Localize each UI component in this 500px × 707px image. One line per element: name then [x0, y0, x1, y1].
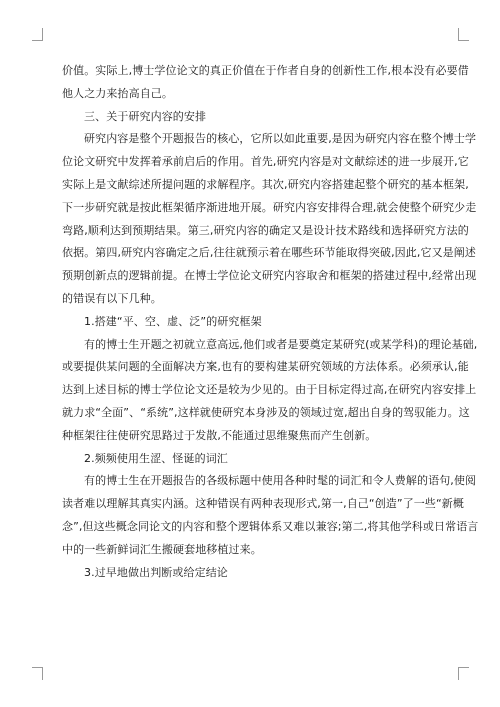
- text-line: 或要提供某问题的全面解决方案,也有的要构建某研究领域的方法体系。必须承认,能: [62, 360, 469, 374]
- text-line: 就力求“全面”、“系统”,这样就使研究本身涉及的领域过宽,超出自身的驾驭能力。这: [62, 405, 470, 419]
- paragraph-vocabulary: [62, 470, 479, 561]
- text-line: 种框架往往使研究思路过于发散,不能通过思维聚焦而产生创新。: [62, 428, 377, 442]
- crop-mark-bottom-right: [458, 667, 469, 680]
- text-line: 读者难以理解其真实内涵。这种错误有两种表现形式,第一,自己“创造”了一些“新概: [62, 497, 464, 511]
- text-line: 预期创新点的逻辑前提。在博士学位论文研究内容取舍和框架的搭建过程中,经常出现: [62, 269, 477, 283]
- text-line: 研究内容是整个开题报告的核心，它所以如此重要,是因为研究内容在整个博士学: [84, 132, 477, 146]
- text-line: 有的博士生开题之初就立意高远,他们或者是要奠定某研究(或某学科)的理论基础,: [84, 337, 478, 351]
- text-line: 弯路,顺利达到预期结果。第三,研究内容的确定又是设计技术路线和选择研究方法的: [62, 223, 469, 237]
- text-line: 价值。实际上,博士学位论文的真正价值在于作者自身的创新性工作,根本没有必要借: [62, 64, 469, 77]
- crop-mark-bottom-left: [32, 667, 43, 680]
- paragraph-research-content: [62, 128, 477, 310]
- text-line: 位论文研究中发挥着承前启后的作用。首先,研究内容是对文献综述的进一步展开,它: [62, 155, 469, 169]
- paragraph-intro: [62, 60, 469, 106]
- text-line: 他人之力来抬高自己。: [62, 86, 173, 100]
- section-heading: 三、关于研究内容的安排: [84, 109, 207, 123]
- subsection-heading-3: 3.过早地做出判断或给定结论: [84, 565, 228, 579]
- document-page: [62, 60, 479, 584]
- text-line: 实际上是文献综述所提问题的求解程序。其次,研究内容搭建起整个研究的基本框架,: [62, 177, 469, 191]
- text-line: 达到上述目标的博士学位论文还是较为少见的。由于目标定得过高,在研究内容安排上: [62, 383, 477, 397]
- text-line: 下一步研究就是按此框架循序渐进地开展。研究内容安排得合理,就会使整个研究少走: [62, 200, 477, 214]
- crop-mark-top-right: [458, 28, 469, 41]
- crop-mark-top-left: [32, 28, 43, 41]
- text-line: 有的博士生在开题报告的各级标题中使用各种时髦的词汇和令人费解的语句,使阅: [84, 474, 477, 488]
- subsection-heading-1: 1.搭建“平、空、虚、泛”的研究框架: [84, 314, 262, 328]
- subsection-heading-2: 2.频频使用生涩、怪诞的词汇: [84, 451, 228, 465]
- text-line: 依据。第四,研究内容确定之后,往往就预示着在哪些环节能取得突破,因此,它又是阐述: [62, 246, 476, 260]
- text-line: 的错误有以下几种。: [62, 291, 162, 305]
- paragraph-framework: [62, 334, 478, 448]
- text-line: 中的一些新鲜词汇生搬硬套地移植过来。: [62, 542, 262, 556]
- text-line: 念”,但这些概念同论文的内容和整个逻辑体系又难以兼容;第二,将其他学科或日常语言: [62, 519, 479, 533]
